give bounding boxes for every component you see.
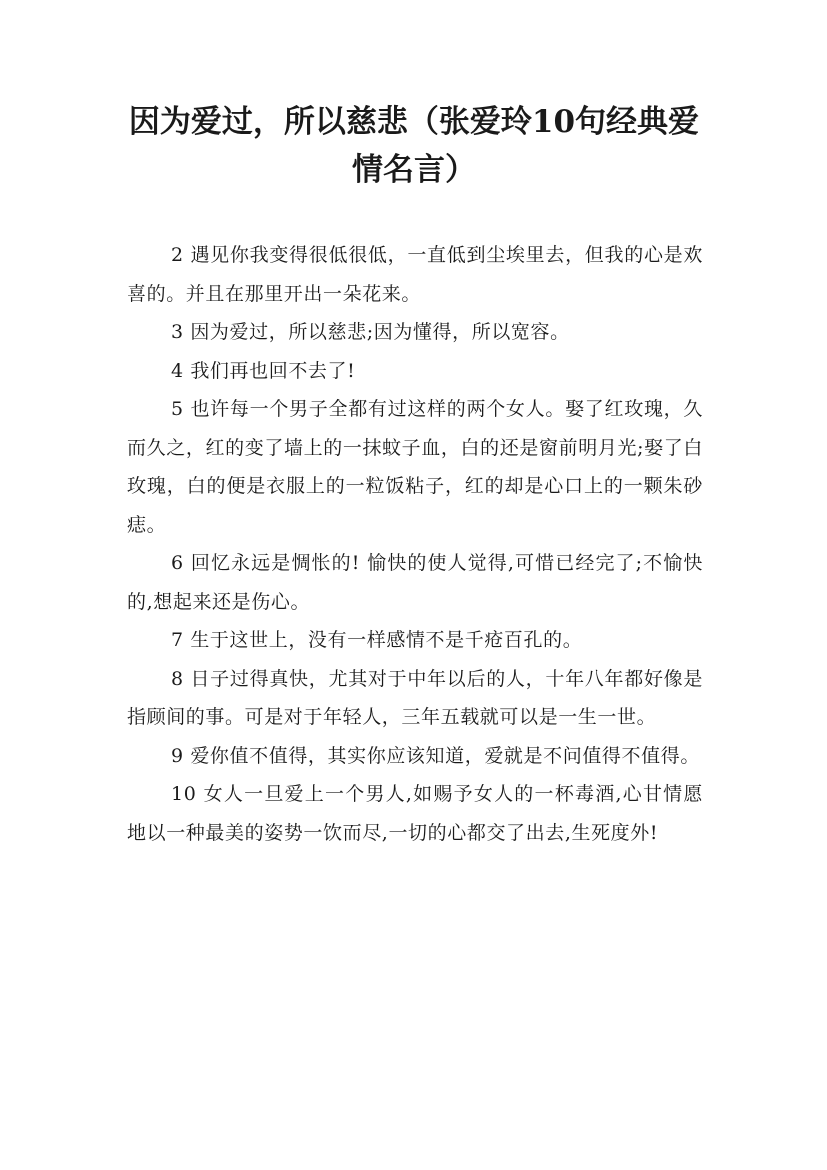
quote-paragraph-6: 6 回忆永远是惆怅的! 愉快的使人觉得,可惜已经完了;不愉快的,想起来还是伤心。 (127, 552, 703, 613)
quote-paragraph-8: 8 日子过得真快，尤其对于中年以后的人，十年八年都好像是指顾间的事。可是对于年轻人，三年五载就可以是一生一世。 (127, 667, 703, 728)
quote-list (127, 236, 703, 852)
quote-paragraph-5: 5 也许每一个男子全都有过这样的两个女人。娶了红玫瑰，久而久之，红的变了墙上的一抹蚊子血，白的还是窗前明月光;娶了白玫瑰，白的便是衣服上的一粒饭粘子，红的却是心口上的一颗朱砂痣。 (127, 398, 703, 536)
quote-paragraph-4: 4 我们再也回不去了! (171, 359, 356, 382)
quote-paragraph-10: 10 女人一旦爱上一个男人,如赐予女人的一杯毒酒,心甘情愿地以一种最美的姿势一饮而尽,一切的心都交了出去,生死度外! (127, 783, 703, 844)
quote-paragraph-7: 7 生于这世上，没有一样感情不是千疮百孔的。 (171, 629, 583, 651)
page-title: 因为爱过，所以慈悲（张爱玲10句经典爱情名言） (128, 104, 700, 188)
quote-paragraph-3: 3 因为爱过，所以慈悲;因为懂得，所以宽容。 (171, 321, 570, 343)
quote-paragraph-2: 2 遇见你我变得很低很低，一直低到尘埃里去，但我的心是欢喜的。并且在那里开出一朵花来。 (127, 244, 703, 305)
quote-paragraph-9: 9 爱你值不值得，其实你应该知道，爱就是不问值得不值得。 (171, 744, 700, 767)
